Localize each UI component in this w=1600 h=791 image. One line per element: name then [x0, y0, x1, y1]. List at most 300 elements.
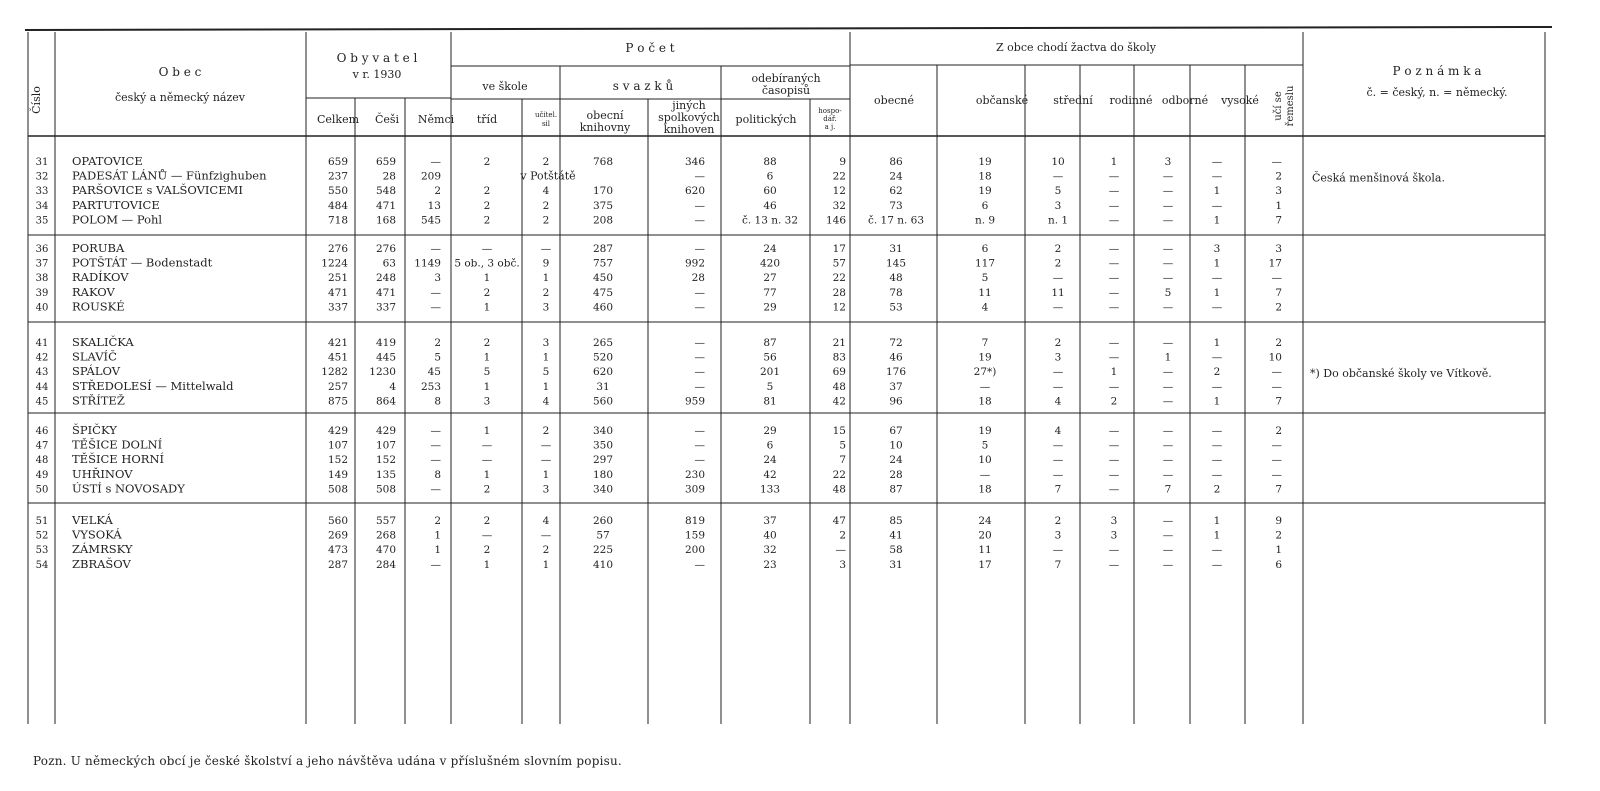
cell-uci: 2 [1275, 301, 1282, 314]
table-body [36, 154, 1492, 571]
cell-stredni: — [1052, 454, 1064, 467]
cell-celkem: 875 [327, 395, 348, 408]
top-rule [25, 27, 1552, 30]
cell-celkem: 484 [327, 199, 348, 212]
cell-cesi: 152 [375, 454, 396, 467]
cell-ucitel: 2 [542, 199, 550, 212]
cell-rodinne: 1 [1110, 156, 1118, 168]
cell-celkem: 337 [327, 301, 348, 314]
cell-obecni: 520 [592, 351, 614, 364]
cell-hosp: — [835, 544, 846, 557]
cell-trid: 1 [483, 351, 491, 364]
table-row [36, 467, 1283, 481]
cell-vysoke: — [1211, 351, 1223, 364]
cell-obecni: 450 [592, 272, 614, 285]
cell-rodinne: — [1108, 170, 1120, 183]
table-row [36, 335, 1282, 349]
header-uci-2: řemeslu [1285, 85, 1296, 127]
cell-no: 54 [35, 559, 49, 571]
cell-obcanske: 11 [978, 286, 992, 299]
cell-name: VELKÁ [72, 513, 113, 527]
cell-obecne: 62 [889, 185, 903, 198]
cell-obecne: 24 [889, 454, 903, 467]
cell-vysoke: — [1211, 558, 1223, 571]
header-poznamka: P o z n á m k a [1392, 64, 1482, 78]
cell-stredni: 3 [1054, 199, 1062, 212]
header-obecni-1: obecní [586, 109, 624, 122]
cell-nemci: — [430, 439, 441, 452]
cell-polit: 23 [763, 558, 777, 571]
cell-uci: — [1271, 454, 1282, 467]
cell-vysoke: 1 [1213, 515, 1221, 527]
cell-obcanske: 24 [978, 515, 992, 527]
cell-trid: 2 [483, 185, 491, 198]
cell-rodinne: — [1108, 214, 1120, 227]
cell-jinych: 346 [684, 156, 705, 168]
cell-celkem: 269 [327, 529, 348, 542]
cell-nemci: 8 [434, 395, 441, 408]
cell-stredni: 2 [1054, 257, 1062, 270]
cell-odborne: — [1162, 515, 1174, 527]
cell-stredni: 7 [1054, 483, 1062, 496]
cell-obecne: 53 [889, 301, 903, 314]
cell-odborne: — [1162, 170, 1174, 183]
table-row [36, 270, 1283, 284]
cell-jinych: 230 [684, 468, 705, 481]
cell-obcanske: 5 [981, 272, 989, 285]
cell-obecni: 410 [592, 558, 614, 571]
table-row [36, 528, 1282, 542]
cell-hosp: 83 [832, 351, 846, 364]
cell-stredni: — [1052, 380, 1064, 393]
cell-obcanske: 117 [974, 257, 996, 270]
cell-obecni: 260 [592, 515, 614, 527]
cell-polit: 27 [763, 272, 777, 285]
cell-hosp: 12 [832, 185, 846, 198]
header-jinych-1: jiných [672, 99, 706, 112]
cell-rodinne: — [1108, 185, 1120, 198]
cell-polit: 6 [766, 170, 774, 183]
cell-uci: 10 [1268, 351, 1282, 364]
cell-obecne: č. 17 n. 63 [867, 214, 925, 227]
cell-rodinne: — [1108, 257, 1120, 270]
cell-no: 50 [35, 484, 49, 496]
cell-obecni: 340 [592, 483, 614, 496]
cell-stredni: 2 [1054, 243, 1062, 255]
cell-jinych: 992 [684, 257, 705, 270]
cell-stredni: 5 [1054, 185, 1062, 198]
cell-celkem: 287 [327, 558, 348, 571]
cell-trid: 2 [483, 544, 491, 557]
cell-jinych: — [694, 454, 705, 467]
cell-stredni: — [1052, 544, 1064, 557]
cell-name: UHŘINOV [72, 466, 133, 481]
table-row [36, 438, 1283, 452]
header-odebiranych-2: časopisů [761, 84, 811, 97]
cell-obecne: 176 [885, 366, 907, 379]
cell-odborne: — [1162, 439, 1174, 452]
cell-polit: 24 [763, 454, 777, 467]
header-politickych: politických [735, 113, 797, 126]
cell-cesi: 63 [382, 257, 396, 270]
header-obec: O b e c [158, 65, 202, 79]
cell-jinych: — [694, 351, 705, 364]
cell-vysoke: — [1211, 156, 1223, 168]
cell-vysoke: — [1211, 272, 1223, 285]
cell-rodinne: — [1108, 483, 1120, 496]
cell-jinych: — [694, 425, 705, 437]
cell-no: 49 [35, 469, 49, 481]
header-ucitel-1: učitel. [534, 111, 558, 119]
cell-vysoke: 1 [1213, 395, 1221, 408]
cell-name: ŠPIČKY [72, 423, 117, 437]
cell-obcanske: 5 [981, 439, 989, 452]
cell-obcanske: 27*) [973, 366, 997, 379]
cell-nemci: 45 [427, 366, 441, 379]
cell-nemci: 545 [420, 214, 441, 227]
cell-polit: 81 [763, 395, 777, 408]
cell-uci: 7 [1275, 395, 1282, 408]
cell-ucitel: 3 [542, 337, 550, 349]
cell-obecne: 46 [889, 351, 903, 364]
cell-no: 39 [35, 287, 49, 299]
cell-rodinne: — [1108, 454, 1120, 467]
cell-hosp: 42 [832, 395, 846, 408]
cell-trid: 2 [483, 515, 491, 527]
cell-obecni: 620 [592, 366, 614, 379]
cell-vysoke: 1 [1213, 337, 1221, 349]
cell-odborne: — [1162, 425, 1174, 437]
cell-jinych: 159 [684, 529, 705, 542]
cell-polit: 42 [763, 468, 777, 481]
cell-cesi: 168 [375, 214, 396, 227]
cell-hosp: 2 [839, 529, 846, 542]
cell-vysoke: — [1211, 425, 1223, 437]
cell-name: SKALIČKA [72, 335, 134, 349]
cell-uci: 7 [1275, 286, 1282, 299]
table-row [36, 256, 1282, 270]
header-hospo-1: hospo- [818, 107, 842, 115]
table-row [36, 241, 1282, 255]
header-poznamka-sub: č. = český, n. = německý. [1366, 86, 1508, 99]
header-obyvatel-sub: v r. 1930 [352, 68, 402, 81]
cell-cesi: 445 [375, 351, 396, 364]
cell-obecni: 560 [592, 395, 614, 408]
cell-ucitel: 4 [542, 185, 550, 198]
table-row [36, 423, 1282, 437]
cell-nemci: 3 [434, 272, 441, 285]
cell-cesi: 276 [375, 243, 396, 255]
table-row [36, 379, 1283, 393]
cell-hosp: 47 [832, 515, 846, 527]
cell-obcanske: 18 [978, 395, 992, 408]
cell-polit: 32 [763, 544, 777, 557]
table-row [36, 350, 1282, 364]
header-obcanske: občanské [975, 94, 1029, 107]
header-hospo-3: a j. [824, 123, 836, 131]
cell-nemci: — [430, 558, 441, 571]
cell-hosp: 22 [832, 170, 846, 183]
cell-trid: 2 [483, 286, 491, 299]
cell-name: PADESÁT LÁNŮ — Fünfzighuben [72, 168, 267, 183]
cell-nemci: 2 [434, 515, 441, 527]
cell-cesi: 508 [375, 483, 396, 496]
cell-hosp: 48 [832, 483, 846, 496]
cell-odborne: — [1162, 468, 1174, 481]
cell-obecne: 145 [885, 257, 907, 270]
cell-polit: 46 [763, 199, 777, 212]
cell-polit: 29 [763, 301, 777, 314]
header-jinych-3: knihoven [663, 123, 715, 136]
table-row [36, 285, 1282, 299]
cell-nemci: — [430, 454, 441, 467]
cell-nemci: 8 [434, 468, 441, 481]
cell-celkem: 550 [327, 185, 348, 198]
cell-stredni: 11 [1051, 286, 1065, 299]
cell-jinych: — [694, 199, 705, 212]
cell-celkem: 237 [327, 170, 348, 183]
cell-obecni: 287 [592, 243, 614, 255]
cell-ucitel: 2 [542, 286, 550, 299]
cell-trid: 2 [483, 156, 491, 168]
cell-obecni: 297 [592, 454, 614, 467]
cell-no: 45 [35, 396, 49, 408]
header-celkem: Celkem [316, 113, 360, 126]
cell-cesi: 337 [375, 301, 396, 314]
cell-ucitel: 2 [542, 425, 550, 437]
cell-vysoke: 2 [1213, 366, 1221, 379]
cell-no: 42 [35, 352, 49, 364]
cell-obecni: 768 [592, 156, 614, 168]
cell-uci: 3 [1275, 243, 1282, 255]
cell-nemci: 1 [434, 529, 441, 542]
table-row [36, 513, 1282, 527]
cell-stredni: — [1052, 366, 1064, 379]
cell-hosp: 5 [839, 439, 846, 452]
cell-jinych: — [694, 366, 705, 379]
cell-ucitel: — [540, 529, 552, 542]
cell-name: ROUSKÉ [72, 299, 125, 314]
cell-polit: 5 [766, 380, 774, 393]
cell-odborne: 5 [1164, 286, 1172, 299]
cell-stredni: n. 1 [1047, 214, 1069, 227]
cell-rodinne: — [1108, 439, 1120, 452]
cell-obecne: 86 [889, 156, 903, 168]
cell-jinych: — [694, 380, 705, 393]
cell-hosp: 28 [832, 286, 846, 299]
cell-polit: 24 [763, 243, 777, 255]
cell-name: STŘEDOLESÍ — Mittelwald [72, 378, 234, 393]
cell-rodinne: — [1108, 544, 1120, 557]
cell-nemci: — [430, 286, 441, 299]
header-hospo-2: dář. [823, 115, 837, 123]
cell-odborne: — [1162, 529, 1174, 542]
cell-stredni: — [1052, 439, 1064, 452]
cell-trid: — [481, 454, 493, 467]
cell-obecne: 73 [889, 199, 903, 212]
cell-name: PARŠOVICE s VALŠOVICEMI [72, 183, 243, 198]
cell-celkem: 718 [327, 214, 348, 227]
header-nemci: Němci [417, 113, 455, 126]
cell-obecne: 37 [889, 380, 903, 393]
cell-nemci: 13 [427, 199, 441, 212]
cell-trid: 2 [483, 214, 491, 227]
cell-stredni: — [1052, 301, 1064, 314]
cell-obecne: 87 [889, 483, 903, 496]
cell-nemci: 209 [420, 170, 441, 183]
cell-vysoke: — [1211, 544, 1223, 557]
cell-cesi: 248 [375, 272, 396, 285]
cell-rodinne: — [1108, 351, 1120, 364]
cell-cesi: 864 [375, 395, 396, 408]
cell-uci: — [1271, 366, 1282, 379]
cell-name: POTŠTÁT — Bodenstadt [72, 255, 213, 270]
cell-vysoke: — [1211, 439, 1223, 452]
cell-polit: 133 [759, 483, 781, 496]
cell-uci: 6 [1275, 558, 1282, 571]
cell-polit: 87 [763, 337, 777, 349]
header-pocet: P o č e t [625, 41, 675, 55]
cell-no: 36 [35, 244, 49, 255]
cell-nemci: 1 [434, 544, 441, 557]
cell-hosp: 9 [839, 156, 846, 168]
cell-celkem: 451 [327, 351, 348, 364]
cell-cesi: 284 [375, 558, 396, 571]
cell-cesi: 4 [389, 380, 396, 393]
cell-vysoke: 1 [1213, 257, 1221, 270]
cell-ucitel: 3 [542, 483, 550, 496]
cell-celkem: 276 [327, 243, 348, 255]
header-odebiranych-1: odebíraných [751, 72, 821, 85]
cell-no: 34 [35, 200, 49, 212]
cell-uci: — [1271, 380, 1282, 393]
cell-trid: 1 [483, 380, 491, 393]
cell-uci: 1 [1275, 544, 1282, 557]
cell-celkem: 560 [327, 515, 348, 527]
cell-cesi: 28 [382, 170, 396, 183]
cell-trid: 3 [483, 395, 491, 408]
cell-poznamka: *) Do občanské školy ve Vítkově. [1310, 367, 1492, 381]
cell-rodinne: — [1108, 301, 1120, 314]
cell-polit: 88 [763, 156, 777, 168]
cell-polit: 420 [759, 257, 781, 270]
cell-jinych: 959 [684, 395, 705, 408]
cell-span-note: v Potštátě [520, 169, 576, 183]
cell-polit: 60 [763, 185, 777, 198]
cell-odborne: — [1162, 243, 1174, 255]
cell-celkem: 152 [327, 454, 348, 467]
cell-polit: 201 [759, 366, 781, 379]
header-cesi: Češi [374, 113, 400, 126]
cell-no: 44 [35, 381, 49, 393]
table-row [36, 364, 1492, 380]
cell-obcanske: n. 9 [974, 214, 996, 227]
cell-nemci: 1149 [414, 257, 441, 270]
cell-trid: 2 [483, 199, 491, 212]
cell-trid: 1 [483, 425, 491, 437]
cell-obecne: 78 [889, 286, 903, 299]
header-stredni: střední [1053, 94, 1093, 107]
cell-odborne: — [1162, 257, 1174, 270]
cell-stredni: 10 [1051, 156, 1065, 168]
cell-rodinne: — [1108, 558, 1120, 571]
cell-nemci: 2 [434, 337, 441, 349]
footnote: Pozn. U německých obcí je české školství a jeho návštěva udána v příslušném slovním popisu. [33, 754, 622, 768]
cell-jinych: — [694, 439, 705, 452]
header-odborne: odborné [1161, 94, 1209, 107]
cell-nemci: 2 [434, 185, 441, 198]
cell-celkem: 107 [327, 439, 348, 452]
cell-celkem: 659 [327, 156, 348, 168]
cell-obecni: 57 [596, 529, 610, 542]
cell-celkem: 149 [327, 468, 348, 481]
cell-uci: — [1271, 468, 1282, 481]
cell-nemci: — [430, 425, 441, 437]
cell-ucitel: 9 [542, 257, 550, 270]
cell-vysoke: 1 [1213, 529, 1221, 542]
cell-name: SPÁLOV [72, 364, 121, 379]
cell-stredni: 3 [1054, 351, 1062, 364]
cell-stredni: — [1052, 468, 1064, 481]
cell-uci: 9 [1275, 515, 1282, 527]
cell-ucitel: 3 [542, 301, 550, 314]
cell-rodinne: — [1108, 468, 1120, 481]
cell-obcanske: 18 [978, 170, 992, 183]
cell-polit: 40 [763, 529, 777, 542]
cell-ucitel: — [540, 243, 552, 255]
cell-odborne: — [1162, 544, 1174, 557]
cell-odborne: — [1162, 199, 1174, 212]
cell-stredni: 3 [1054, 529, 1062, 542]
cell-no: 32 [35, 171, 49, 183]
cell-cesi: 470 [375, 544, 396, 557]
table-row [36, 557, 1283, 571]
cell-jinych: 309 [684, 483, 705, 496]
cell-name: TĚŠICE HORNÍ [72, 452, 165, 467]
cell-ucitel: 1 [542, 272, 550, 285]
cell-no: 53 [35, 545, 49, 557]
cell-obcanske: 7 [981, 337, 989, 349]
cell-no: 43 [35, 367, 49, 379]
cell-celkem: 421 [327, 337, 348, 349]
cell-odborne: — [1162, 366, 1174, 379]
cell-name: PARTUTOVICE [72, 197, 160, 212]
cell-celkem: 257 [327, 380, 348, 393]
cell-obecne: 24 [889, 170, 903, 183]
cell-hosp: 15 [832, 425, 846, 437]
cell-obcanske: 19 [978, 156, 992, 168]
cell-ucitel: 2 [542, 214, 550, 227]
cell-ucitel: 1 [542, 380, 550, 393]
cell-uci: 7 [1275, 214, 1282, 227]
cell-no: 37 [35, 258, 49, 270]
cell-rodinne: 2 [1110, 395, 1118, 408]
table-row [36, 393, 1282, 407]
cell-uci: — [1271, 439, 1282, 452]
cell-obecni: 475 [592, 286, 614, 299]
cell-name: ZBRAŠOV [72, 556, 131, 571]
cell-no: 40 [35, 302, 49, 314]
cell-obecne: 10 [889, 439, 903, 452]
cell-cesi: 1230 [369, 366, 396, 379]
cell-hosp: 146 [825, 214, 846, 227]
cell-obecni: 350 [592, 439, 614, 452]
cell-obcanske: 18 [978, 483, 992, 496]
cell-ucitel: 4 [542, 515, 550, 527]
cell-nemci: — [430, 156, 441, 168]
cell-odborne: — [1162, 395, 1174, 408]
cell-hosp: 32 [832, 199, 846, 212]
